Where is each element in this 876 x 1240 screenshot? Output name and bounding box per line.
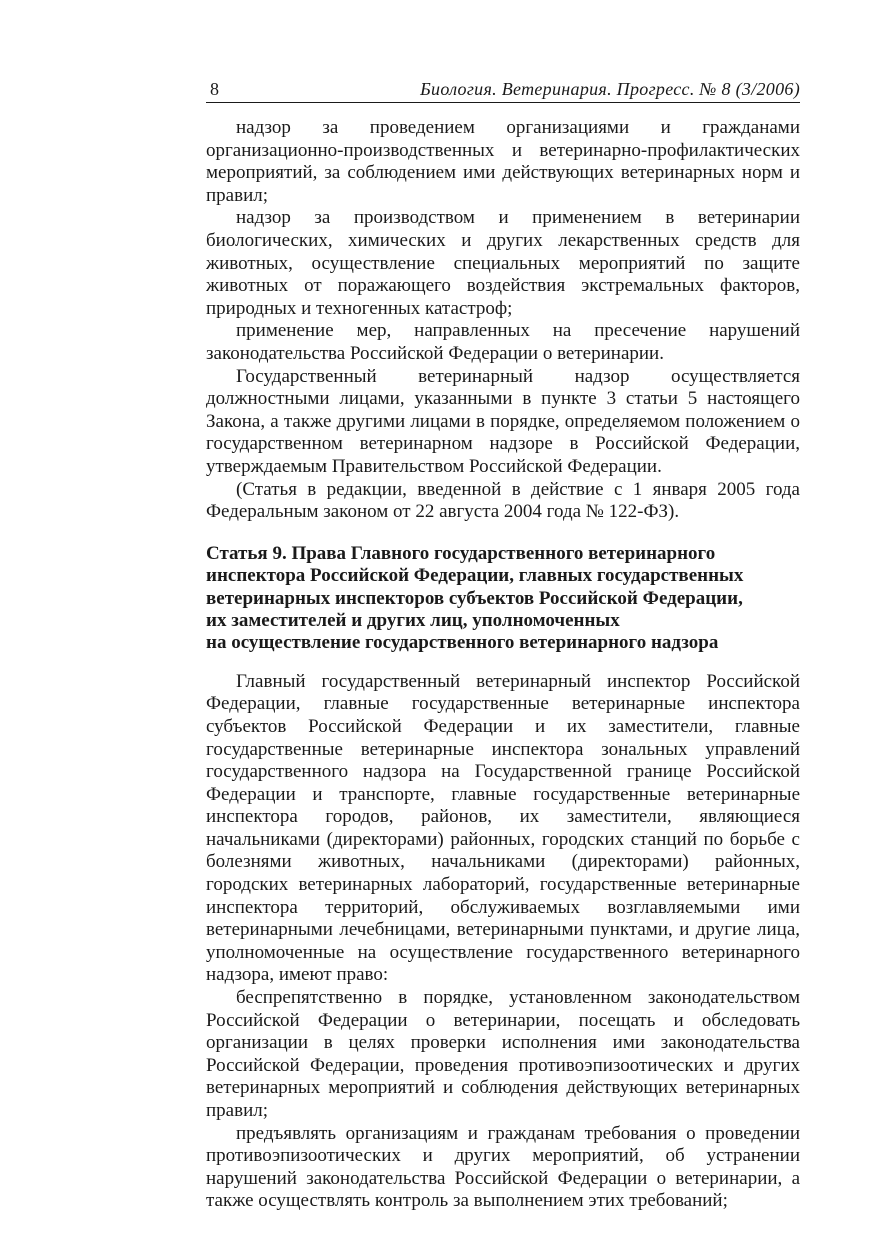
- article-heading-line: их заместителей и других лиц, уполномоченных: [206, 609, 620, 631]
- paragraph-right-to-demand: предъявлять организациям и гражданам требования о проведении противоэпизоотических и других мероприятий, об устранении нарушений законодательства Российской Федерации о ветеринарии, а также осуществлять контроль за выполнением этих требований;: [206, 1122, 800, 1212]
- article-heading-line: на осуществление государственного ветеринарного надзора: [206, 632, 719, 654]
- paragraph-veterinary-supervision-organizations: надзор за проведением организациями и гражданами организационно-производственных и ветеринарно-профилактических мероприятий, за соблюдением ими действующих ветеринарных норм и правил;: [206, 117, 800, 206]
- document-page: [206, 78, 800, 1213]
- running-title: Биология. Ветеринария. Прогресс. № 8 (3/2006): [420, 79, 800, 99]
- paragraph-chief-inspectors-rights: Главный государственный ветеринарный инспектор Российской Федерации, главные государственные ветеринарные инспектора субъектов Российской Федерации и их заместители, главные государственные ветеринарные инспектора зональных управлений государственного надзора на Государственной границе Российской Федерации и транспорте, главные государственные ветеринарные инспектора городов, районов, их заместители, являющиеся начальниками (директорами) районных, городских станций по борьбе с болезнями животных, начальниками (директорами) районных, городских ветеринарных лабораторий, государственные ветеринарные инспектора территорий, обслуживаемых возглавляемыми ими ветеринарными лечебницами, ветеринарными пунктами, и другие лица, уполномоченные на осуществление государственного ветеринарного надзора, имеют право:: [206, 670, 800, 986]
- article-heading-line: Статья 9. Права Главного государственного ветеринарного: [206, 542, 716, 564]
- paragraph-edition-note: (Статья в редакции, введенной в действие с 1 января 2005 года Федеральным законом от 22 августа 2004 года № 122-ФЗ).: [206, 478, 800, 523]
- paragraph-medicinal-products-supervision: надзор за производством и применением в ветеринарии биологических, химических и других лекарственных средств для животных, осуществление специальных мероприятий по защите животных от поражающего воздействия экстремальных факторов, природных и техногенных катастроф;: [206, 207, 800, 319]
- paragraph-enforcement-measures: применение мер, направленных на пресечение нарушений законодательства Российской Федерации о ветеринарии.: [206, 320, 800, 364]
- article-heading-line: инспектора Российской Федерации, главных государственных: [206, 565, 744, 587]
- body-text: [206, 117, 800, 1213]
- page-header: [206, 78, 800, 103]
- article-heading-line: ветеринарных инспекторов субъектов Российской Федерации,: [206, 587, 743, 609]
- page-number: 8: [210, 79, 219, 99]
- paragraph-right-to-inspect: беспрепятственно в порядке, установленном законодательством Российской Федерации о ветеринарии, посещать и обследовать организации в целях проверки исполнения ими законодательства Российской Федерации, проведения противоэпизоотических и других ветеринарных мероприятий и соблюдения действующих ветеринарных правил;: [206, 987, 800, 1121]
- paragraph-state-supervision-officials: Государственный ветеринарный надзор осуществляется должностными лицами, указанными в пункте 3 статьи 5 настоящего Закона, а также другими лицами в порядке, определяемом положением о государственном ветеринарном надзоре в Российской Федерации, утверждаемым Правительством Российской Федерации.: [206, 365, 800, 477]
- article-9-heading: [206, 543, 800, 655]
